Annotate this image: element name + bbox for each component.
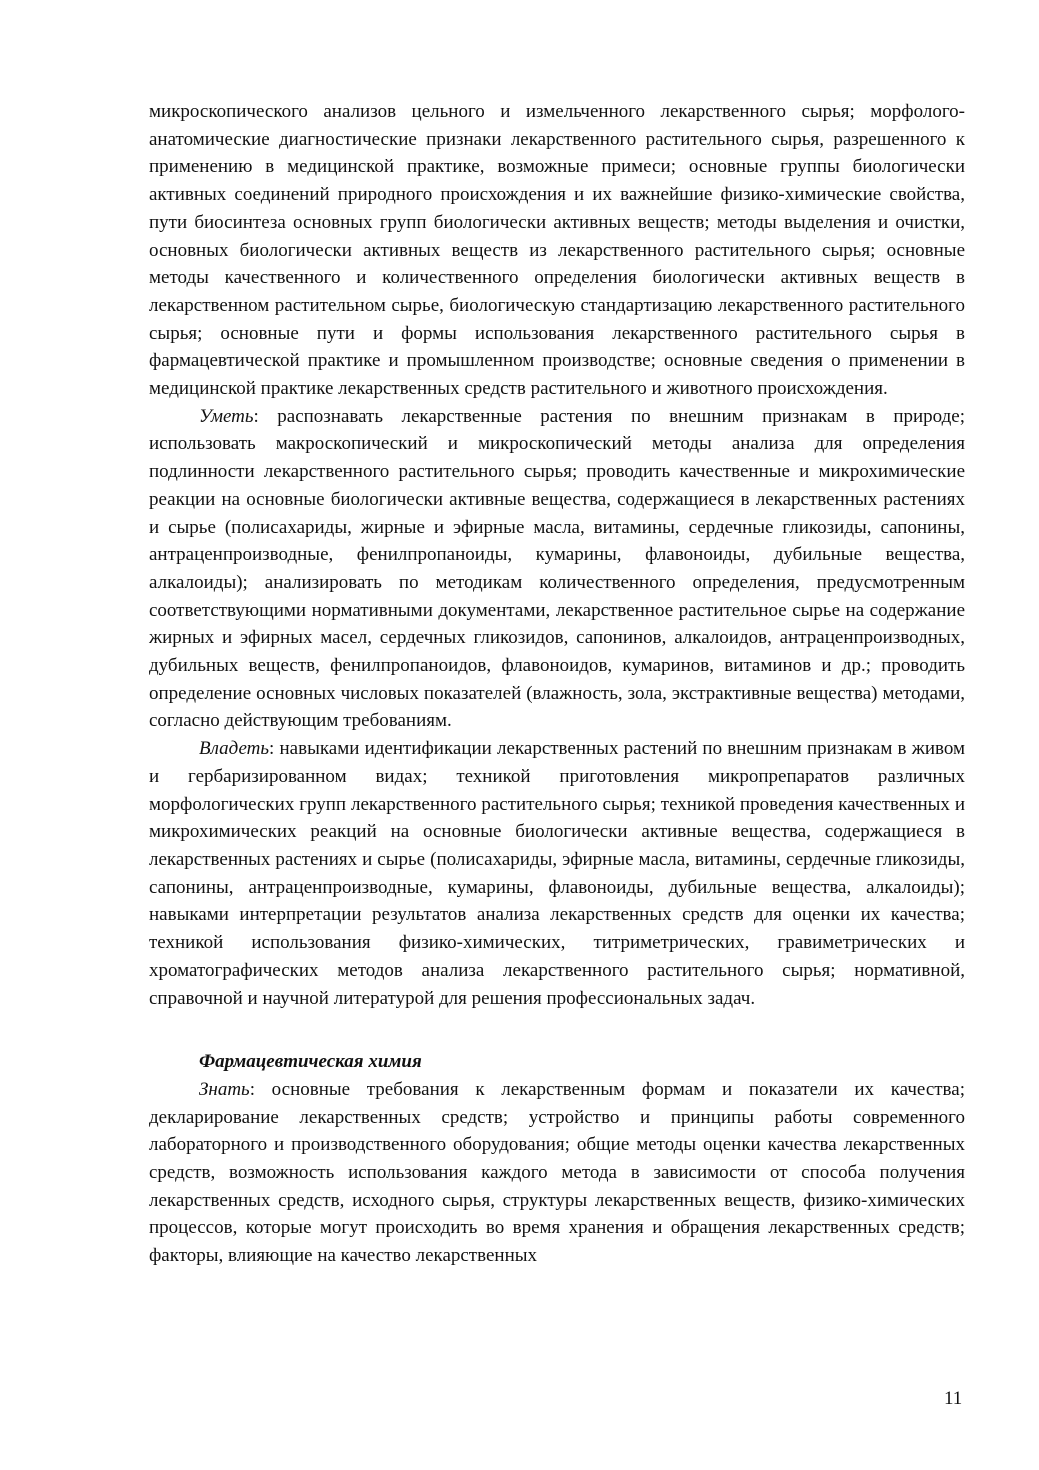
document-page <box>149 98 965 1270</box>
paragraph-skills <box>149 403 965 735</box>
term-vladet: Владеть <box>199 738 270 760</box>
paragraph-text: : распознавать лекарственные растения по внешним признакам в природе; использовать макроскопический и микроскопический методы анализа для определения подлинности лекарственного растительного сырья; проводить качественные и микрохимические реакции на основные биологически активные вещества, содержащиеся в лекарственных растениях и сырье (полисахариды, жирные и эфирные масла, витамины, сердечные гликозиды, сапонины, антраценпроизводные, фенилпропаноиды, кумарины, флавоноиды, дубильные вещества, алкалоиды); анализировать по методикам количественного определения, предусмотренным соответствующими нормативными документами, лекарственное растительное сырье на содержание жирных и эфирных масел, сердечных гликозидов, сапонинов, алкалоидов, антраценпроизводных, дубильных веществ, фенилпропаноидов, флавоноидов, кумаринов, витаминов и др.; проводить определение основных числовых показателей (влажность, зола, экстрактивные вещества) методами, согласно действующим требованиям. <box>149 405 965 732</box>
term-znat: Знать <box>199 1078 250 1100</box>
term-umet: Уметь <box>199 405 254 427</box>
section-title: Фармацевтическая химия <box>199 1051 422 1073</box>
paragraph-mastery <box>149 735 965 1012</box>
page-number: 11 <box>944 1388 963 1409</box>
paragraph-text: микроскопического анализов цельного и измельченного лекарственного сырья; морфолого-анатомические диагностические признаки лекарственного растительного сырья, разрешенного к применению в медицинской практике, возможные примеси; основные группы биологически активных соединений природного происхождения и их важнейшие физико-химические свойства, пути биосинтеза основных групп биологически активных веществ; методы выделения и очистки, основных биологически активных веществ из лекарственного растительного сырья; основные методы качественного и количественного определения биологически активных веществ в лекарственном растительном сырье, биологическую стандартизацию лекарственного растительного сырья; основные пути и формы использования лекарственного растительного сырья в фармацевтической практике и промышленном производстве; основные сведения о применении в медицинской практике лекарственных средств растительного и животного происхождения. <box>149 101 965 400</box>
paragraph-text: : навыками идентификации лекарственных растений по внешним признакам в живом и гербаризированном видах; техникой приготовления микропрепаратов различных морфологических групп лекарственного растительного сырья; техникой проведения качественных и микрохимических реакций на основные биологически активные вещества, содержащиеся в лекарственных растениях и сырье (полисахариды, эфирные масла, витамины, сердечные гликозиды, сапонины, антраценпроизводные, кумарины, флавоноиды, дубильные вещества, алкалоиды); навыками интерпретации результатов анализа лекарственных средств для оценки их качества; техникой использования физико-химических, титриметрических, гравиметрических и хроматографических методов анализа лекарственного растительного сырья; нормативной, справочной и научной литературой для решения профессиональных задач. <box>149 738 965 1009</box>
paragraph-text: : основные требования к лекарственным формам и показатели их качества; декларирование лекарственных средств; устройство и принципы работы современного лабораторного и производственного оборудования; общие методы оценки качества лекарственных средств, возможность использования каждого метода в зависимости от способа получения лекарственных средств, исходного сырья, структуры лекарственных веществ, физико-химических процессов, которые могут происходить во время хранения и обращения лекарственных средств; факторы, влияющие на качество лекарственных <box>149 1078 965 1267</box>
paragraph-knowledge <box>149 1076 965 1270</box>
paragraph-knowledge-continuation <box>149 98 965 403</box>
